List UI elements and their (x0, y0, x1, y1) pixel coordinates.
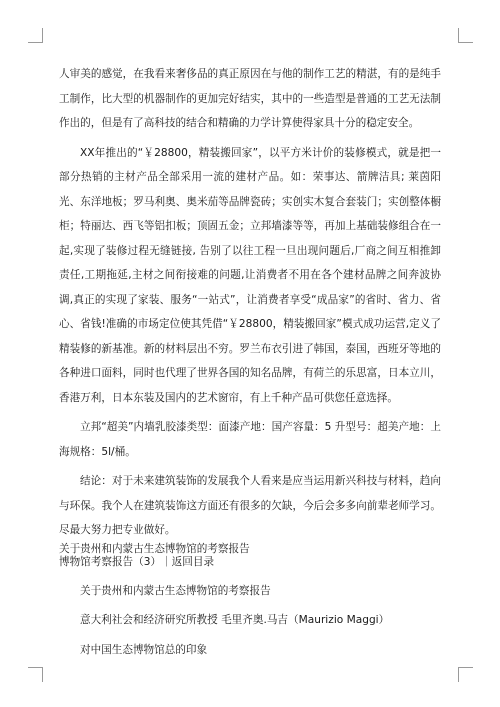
report-title: 关于贵州和内蒙古生态博物馆的考察报告 (59, 542, 250, 555)
section-heading: 对中国生态博物馆总的印象 (80, 643, 208, 656)
report-nav-link[interactable]: 博物馆考察报告（3）｜返回目录 (59, 555, 215, 568)
crop-mark-top-left (28, 28, 43, 43)
crop-mark-top-right (458, 28, 473, 43)
paragraph-conclusion: 结论：对于未来建筑装饰的发展我个人看来是应当运用新兴科技与材料，趋向与环保。我个人在建筑装饰这方面还有很多的欠缺，今后会多多向前辈老师学习。尽最大努力把专业做好。 (59, 475, 441, 536)
paragraph-package-price: XX年推出的“￥28800，精装搬回家”，以平方米计价的装修模式，就是把一部分热销的主材产品全部采用一流的建材产品。如：荣事达、箭牌洁具; 莱茵阳光、东洋地板；罗马利奥、奥米茄等品牌瓷砖；实创实木复合套装门；实创整体橱柜；特丽达、西飞等铝扣板；顶固五金；立邦墙漆等等，再加上基础装修组合在一起,实现了装修过程无缝链接, 告别了以往工程一旦出现问题后,厂商之间互相推卸责任,工期拖延,主材之间衔接难的问题,让消费者不用在各个建材品牌之间奔波协调,真正的实现了家装、服务“一站式”，让消费者享受“成品家”的省时、省力、省心、省钱!准确的市场定位使其凭借“￥28800，精装搬回家”模式成功运营,定义了精装修的新基准。新的材料层出不穷。罗兰布衣引进了韩国，泰国，西班牙等地的各种进口面料，同时也代理了世界各国的知名品牌，有荷兰的乐思富，日本立川，香港万利，日本东装及国内的艺术窗帘，有上千种产品可供您任意选择。 (59, 146, 441, 404)
document-body (59, 62, 441, 667)
crop-mark-bottom-left (28, 667, 43, 682)
report-author: 意大利社会和经济研究所教授 毛里齐奥.马吉（Maurizio Maggi） (80, 614, 390, 626)
report-subtitle: 关于贵州和内蒙古生态博物馆的考察报告 (80, 584, 271, 597)
paragraph-craftsmanship: 人审美的感觉，在我看来奢侈品的真正原因在与他的制作工艺的精湛，有的是纯手工制作，比大型的机器制作的更加完好结实，其中的一些造型是普通的工艺无法制作出的，但是有了高科技的结合和精确的力学计算使得家具十分的稳定安全。 (59, 68, 441, 129)
paragraph-paint-spec: 立邦“超美”内墙乳胶漆类型：面漆产地：国产容量：5 升型号：超美产地：上海规格：5l/桶。 (59, 421, 441, 458)
crop-mark-bottom-right (458, 667, 473, 682)
